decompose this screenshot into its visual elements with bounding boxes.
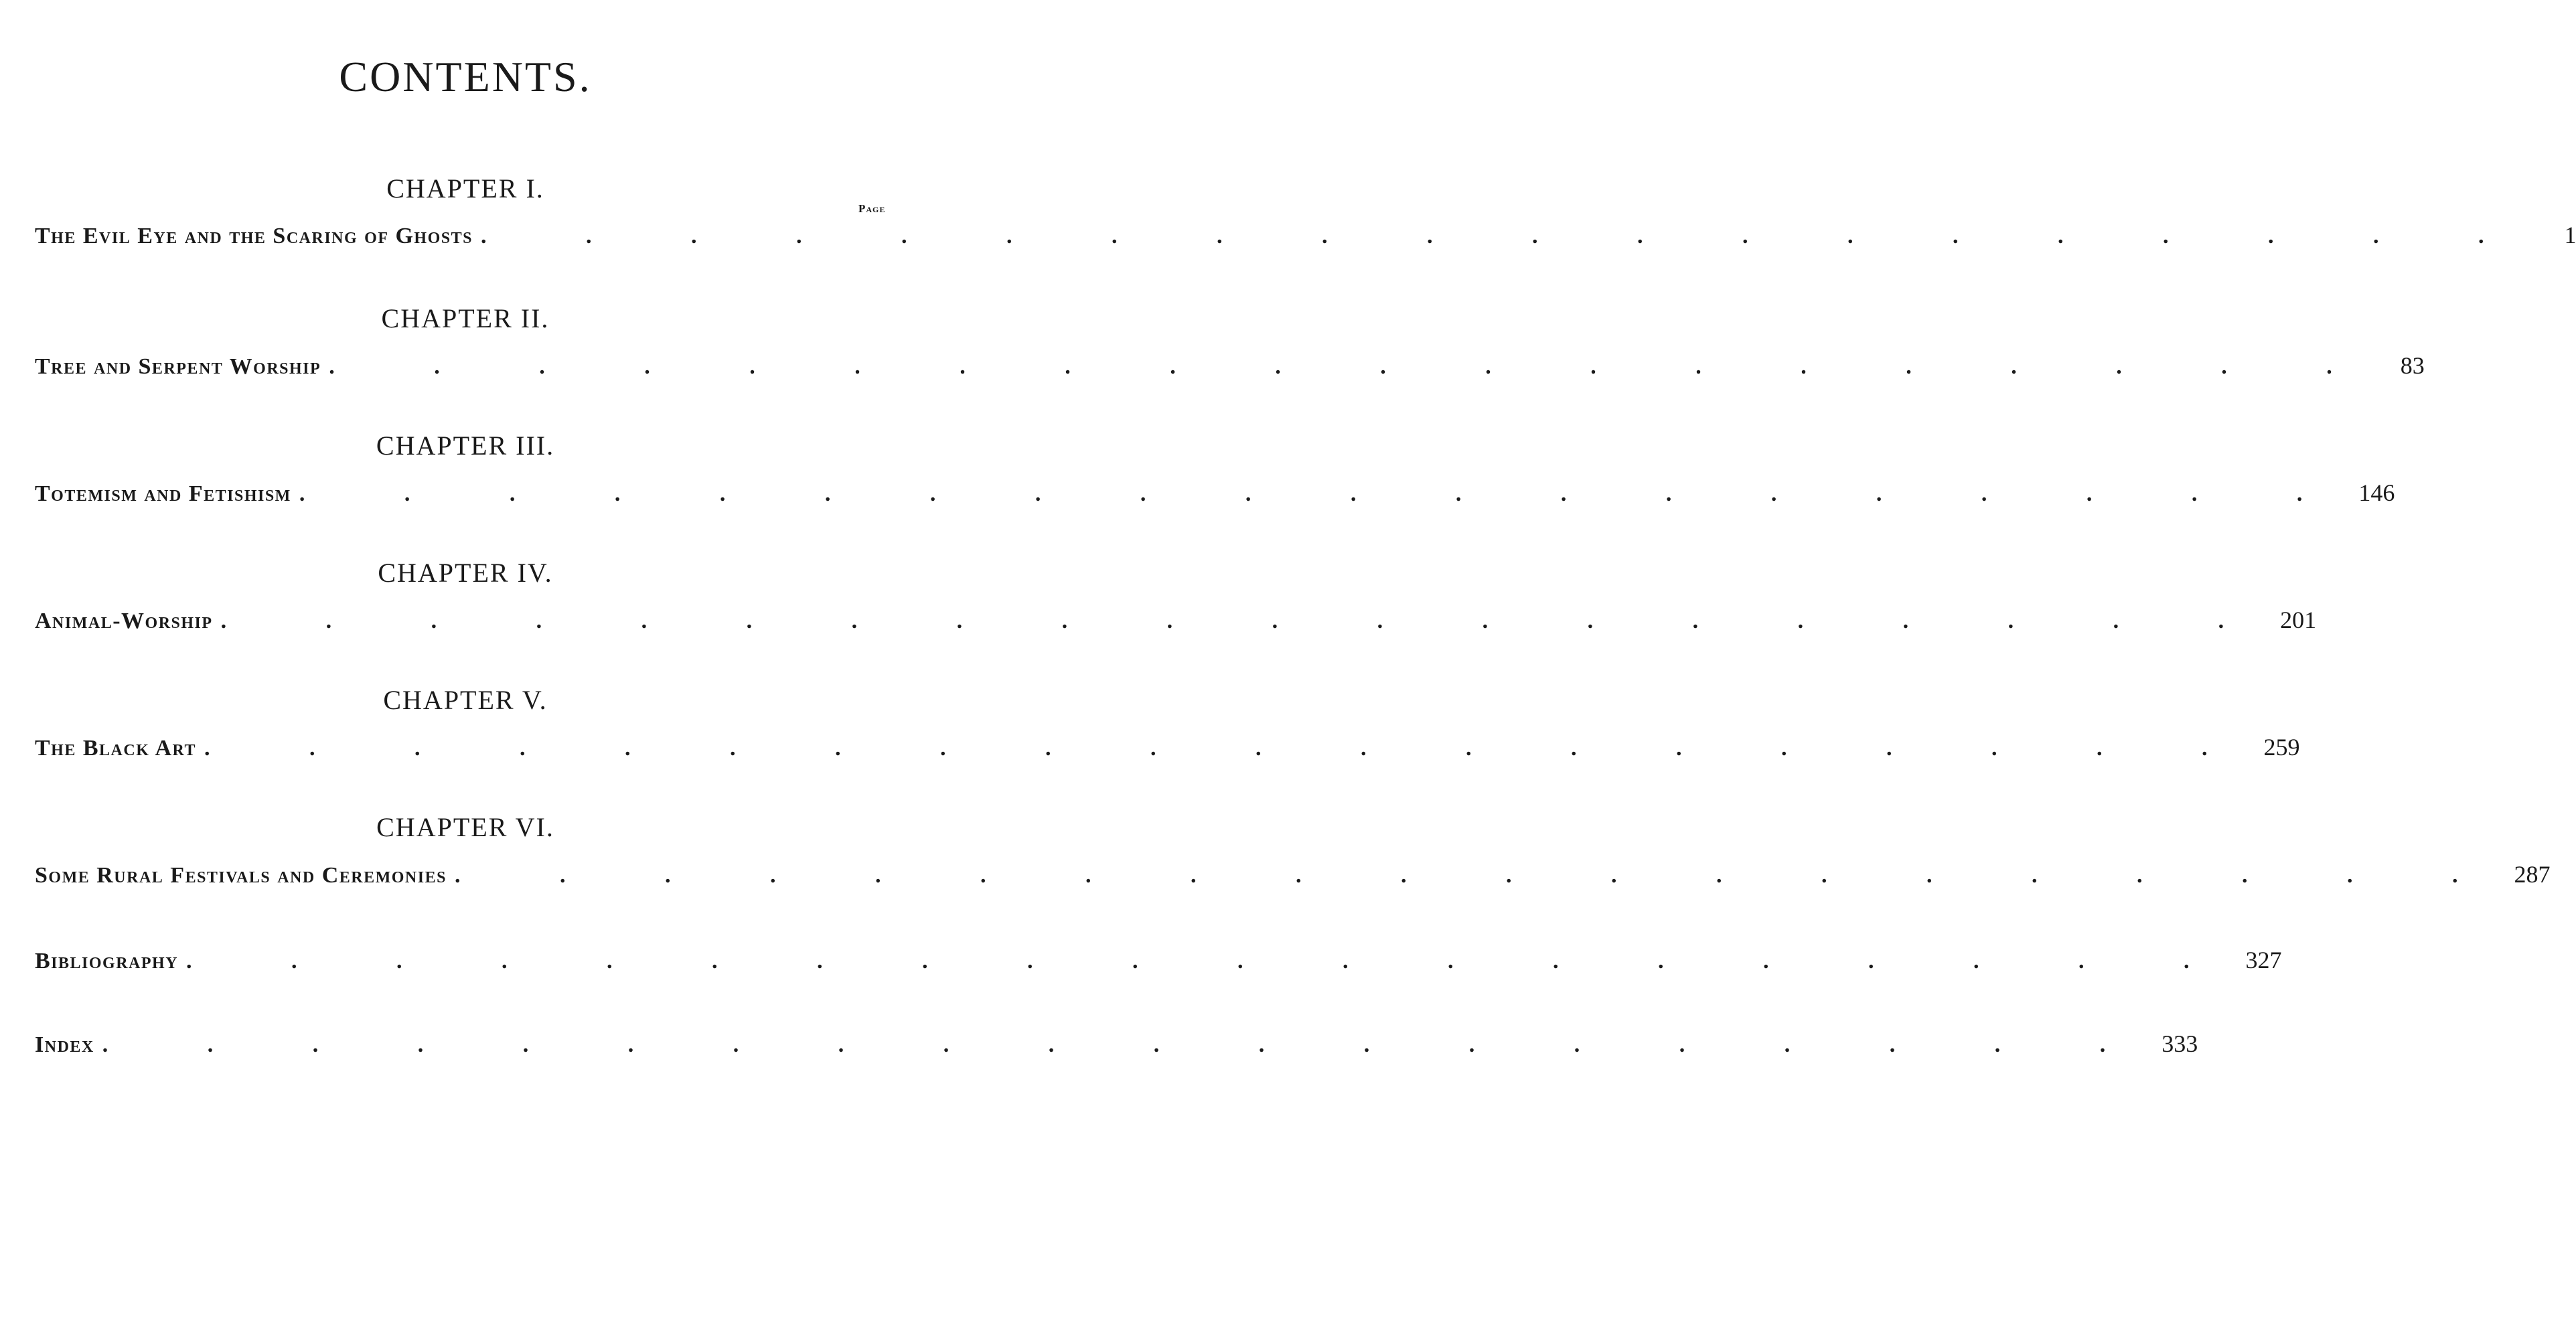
toc-entry-index[interactable] bbox=[35, 1030, 2198, 1058]
toc-entry[interactable] bbox=[35, 221, 2576, 249]
page-title: CONTENTS. bbox=[339, 53, 592, 100]
toc-entry-title: Bibliography bbox=[35, 949, 179, 973]
toc-entry-page: 146 bbox=[2358, 479, 2395, 506]
toc-entry-title: The Black Art bbox=[35, 736, 197, 761]
dot-leader: . . . . . . . . . . . . . . . . . . . . bbox=[480, 224, 2531, 248]
toc-entry-title: Some Rural Festivals and Ceremonies bbox=[35, 863, 447, 888]
toc-entry[interactable] bbox=[35, 351, 2425, 380]
dot-leader: . . . . . . . . . . . . . . . . . . . . bbox=[299, 481, 2350, 506]
toc-entry[interactable] bbox=[35, 733, 2300, 761]
toc-entry-page: 333 bbox=[2162, 1030, 2198, 1057]
dot-leader: . . . . . . . . . . . . . . . . . . . . bbox=[329, 354, 2379, 379]
toc-entry-title: Index bbox=[35, 1032, 94, 1057]
chapter-heading: CHAPTER I. bbox=[386, 173, 544, 204]
toc-entry-title: Tree and Serpent Worship bbox=[35, 354, 321, 379]
chapter-heading: CHAPTER II. bbox=[381, 303, 550, 333]
chapter-heading: CHAPTER V. bbox=[383, 685, 548, 715]
toc-entry-page: 259 bbox=[2263, 734, 2300, 761]
toc-entry[interactable] bbox=[35, 606, 2317, 634]
toc-entry-page: 327 bbox=[2245, 947, 2282, 973]
toc-entry-page: 287 bbox=[2514, 861, 2551, 888]
dot-leader: . . . . . . . . . . . . . . . . . . . . bbox=[220, 609, 2271, 633]
toc-entry-page: 1 bbox=[2564, 222, 2576, 248]
toc-entry-title: Animal-Worship bbox=[35, 609, 213, 633]
chapter-heading: CHAPTER III. bbox=[376, 430, 555, 461]
dot-leader: . . . . . . . . . . . . . . . . . . . . bbox=[454, 863, 2505, 888]
dot-leader: . . . . . . . . . . . . . . . . . . . . bbox=[186, 949, 2237, 973]
toc-entry-title: Totemism and Fetishism bbox=[35, 481, 291, 506]
chapter-heading: CHAPTER IV. bbox=[378, 558, 553, 588]
toc-entry-bibliography[interactable] bbox=[35, 946, 2282, 974]
chapter-heading: CHAPTER VI. bbox=[376, 812, 554, 842]
dot-leader: . . . . . . . . . . . . . . . . . . . . bbox=[102, 1032, 2153, 1057]
toc-entry[interactable] bbox=[35, 860, 2551, 888]
toc-entry-title: The Evil Eye and the Scaring of Ghosts bbox=[35, 224, 473, 248]
dot-leader: . . . . . . . . . . . . . . . . . . . . bbox=[204, 736, 2255, 761]
toc-entry[interactable] bbox=[35, 479, 2395, 507]
toc-entry-page: 201 bbox=[2280, 607, 2317, 633]
page-column-label: Page bbox=[858, 202, 886, 215]
toc-entry-page: 83 bbox=[2400, 352, 2425, 379]
